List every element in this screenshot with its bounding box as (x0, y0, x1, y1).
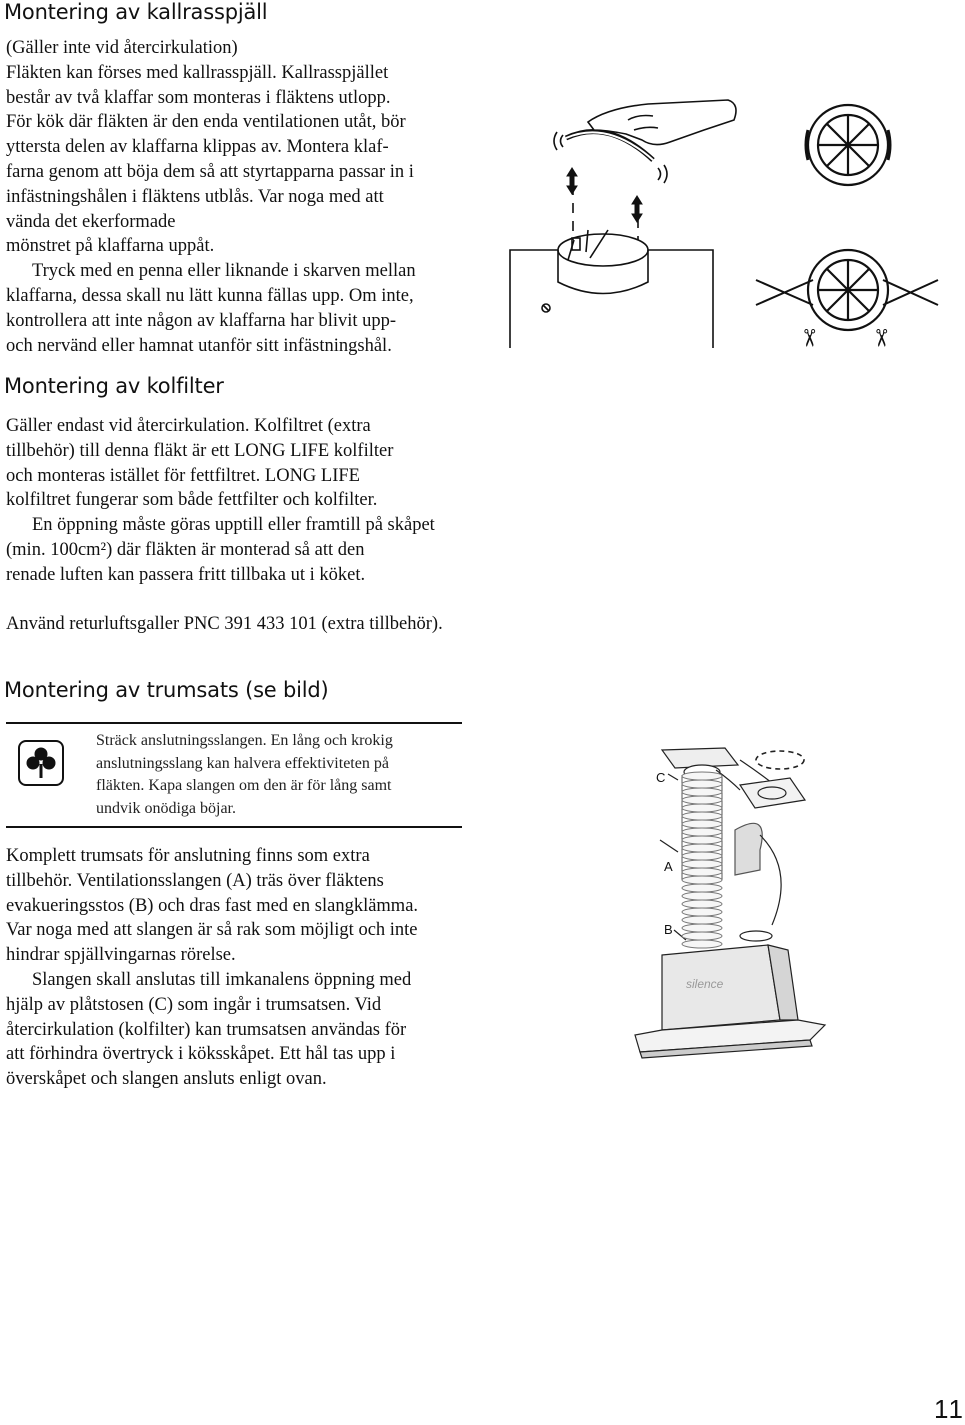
scissors-icon: ✂ (867, 327, 894, 349)
heading-kolfilter: Montering av kolfilter (4, 374, 224, 398)
hose-ring (682, 868, 722, 876)
text-line: Gäller endast vid återcirkulation. Kolfiltret (extra (6, 416, 371, 436)
text-line: Var noga med att slangen är så rak som möjligt och inte (6, 920, 418, 941)
hose-ring (682, 876, 722, 884)
text-line: renade luften kan passera fritt tillbaka ut i köket. (6, 564, 366, 585)
text-line: består av två klaffar som monteras i fläktens utlopp. (6, 87, 391, 108)
text-line: klaffarna, dessa skall nu lätt kunna fällas upp. Om inte, (6, 285, 414, 306)
text-line: anslutningsslang kan halvera effektiviteten på (96, 754, 389, 772)
returluftsgaller-note (6, 612, 443, 637)
hose-ring (682, 788, 722, 796)
heading-trumsats: Montering av trumsats (se bild) (4, 678, 329, 702)
hose-ring (682, 796, 722, 804)
text-line: överskåpet och slangen ansluts enligt ovan. (6, 1069, 327, 1090)
text-line: Tryck med en penna eller liknande i skarven mellan (32, 261, 416, 282)
kallrasspjall-body (6, 36, 416, 358)
text-line: vända det ekerformade (6, 211, 176, 232)
text-line: (Gäller inte vid återcirkulation) (6, 38, 238, 58)
hose-ring (682, 772, 722, 780)
text-line: undvik onödiga böjar. (96, 799, 236, 817)
text-line: yttersta delen av klaffarna klippas av. Montera klaf- (6, 137, 389, 158)
text-line: att förhindra övertryck i köksskåpet. Ett hål tas upp i (6, 1044, 396, 1065)
hose-ring (682, 836, 722, 844)
brand-label: silence (686, 977, 724, 991)
text-line: hjälp av plåtstosen (C) som ingår i trumsatsen. Vid (6, 994, 382, 1015)
hose-ring (682, 884, 722, 892)
divider-bottom (6, 826, 462, 828)
page-number: 11 (934, 1394, 965, 1424)
trumsats-body (6, 844, 418, 1092)
hose-ring (682, 932, 722, 940)
text-line: En öppning måste göras upptill eller framtill på skåpet (32, 515, 435, 536)
hose-ring (682, 852, 722, 860)
text-line: hindrar spjällvingarnas rörelse. (6, 945, 236, 966)
text-line: tillbehör. Ventilationsslangen (A) träs över fläktens (6, 870, 384, 891)
tip-text (96, 730, 393, 820)
text-line: fläkten. Kapa slangen om den är för lång samt (96, 777, 392, 794)
heading-kallrasspjall: Montering av kallrasspjäll (4, 0, 268, 24)
hose-ring (682, 892, 722, 900)
text-line: och monteras istället för fettfiltret. LONG LIFE (6, 465, 360, 486)
spoked-flap-top (806, 105, 890, 185)
text-line: Sträck anslutningsslangen. En lång och krokig (96, 732, 393, 749)
text-line: Komplett trumsats för anslutning finns som extra (6, 846, 370, 866)
hose-ring (682, 924, 722, 932)
divider-top (6, 722, 462, 724)
text-line: (min. 100cm²) där fläkten är monterad så att den (6, 539, 365, 560)
hose-ring (682, 900, 722, 908)
text-line: Fläkten kan förses med kallrasspjäll. Kallrasspjället (6, 62, 389, 83)
text-line: evakueringsstos (B) och dras fast med en slangklämma. (6, 895, 419, 916)
text-line: infästningshålen i fläktens utblås. Var noga med att (6, 186, 384, 207)
hose-ring (682, 860, 722, 868)
damper-figure (508, 90, 958, 360)
spoked-flap-cut (756, 250, 938, 330)
label-c: C (656, 770, 666, 785)
hose-ring (682, 804, 722, 812)
text-line: Använd returluftsgaller PNC 391 433 101 (extra tillbehör). (6, 614, 443, 634)
text-line: kolfiltret fungerar som både fettfilter och kolfilter. (6, 490, 378, 511)
label-b: B (664, 922, 673, 937)
hose-ring (682, 916, 722, 924)
text-line: kontrollera att inte någon av klaffarna har blivit upp- (6, 310, 397, 331)
hose-ring (682, 812, 722, 820)
hose-kit-figure (620, 740, 950, 1060)
clover-tip-icon (18, 740, 64, 786)
text-line: tillbehör) till denna fläkt är ett LONG LIFE kolfilter (6, 440, 394, 461)
text-line: För kök där fläkten är den enda ventilationen utåt, bör (6, 112, 406, 133)
hose-ring (682, 780, 722, 788)
scissors-icon: ✂ (795, 327, 822, 349)
text-line: farna genom att böja dem så att styrtapparna passar in i (6, 161, 414, 182)
text-line: mönstret på klaffarna uppåt. (6, 236, 215, 257)
hose-ring (682, 828, 722, 836)
kolfilter-body (6, 414, 435, 588)
label-a: A (664, 859, 673, 874)
text-line: och nervänd eller hamnat utanför sitt infästningshål. (6, 335, 392, 356)
text-line: Slangen skall anslutas till imkanalens öppning med (32, 969, 412, 990)
hose-ring (682, 844, 722, 852)
hose-ring (682, 908, 722, 916)
text-line: återcirkulation (kolfilter) kan trumsatsen användas för (6, 1019, 407, 1040)
hose-ring (682, 940, 722, 948)
hose-ring (682, 820, 722, 828)
